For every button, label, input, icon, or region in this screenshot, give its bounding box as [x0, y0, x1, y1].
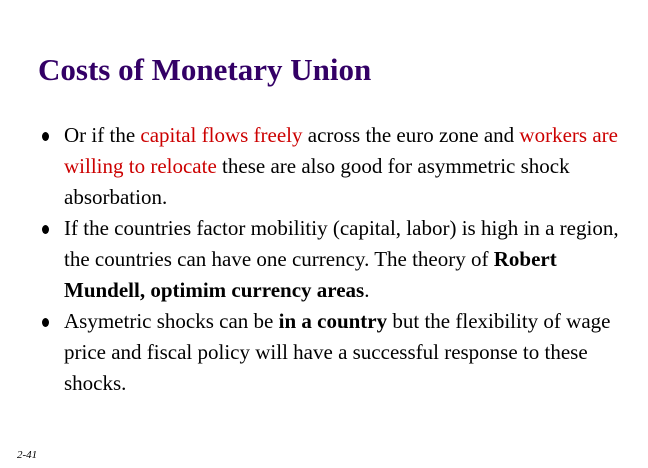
bullet-item-3 [42, 306, 622, 399]
bullet-1-text-a: Or if the [64, 123, 141, 147]
bullet-dot-icon [42, 225, 49, 234]
bullet-item-1 [42, 120, 622, 213]
bullet-1-highlight-capital: capital flows freely [140, 123, 303, 147]
bullet-1-text-b: across the euro zone and [302, 123, 520, 147]
bullet-3-text-a: Asymetric shocks can be [64, 309, 279, 333]
bullet-2-text-a: If the countries factor mobilitiy (capital, labor) is high in a region, the countries can have one currency. The theory of [64, 216, 619, 271]
bullet-item-2 [42, 213, 622, 306]
bullet-2-bold-mundell: Robert Mundell, optimim currency areas [64, 247, 557, 302]
bullet-list [42, 120, 622, 399]
bullet-3-bold-country: in a country [278, 309, 388, 333]
bullet-3-text-b: but the flexibility of wage price and fiscal policy will have a successful response to these shocks. [64, 309, 611, 395]
slide-title: Costs of Monetary Union [38, 52, 372, 87]
bullet-dot-icon [42, 318, 49, 327]
bullet-1-highlight-workers: workers are willing to relocate [64, 123, 618, 178]
bullet-dot-icon [42, 132, 49, 141]
bullet-1-text-c: these are also good for asymmetric shock absorbation. [64, 154, 570, 209]
bullet-2-text-b: . [364, 278, 370, 302]
slide-number: 2-41 [17, 449, 38, 461]
